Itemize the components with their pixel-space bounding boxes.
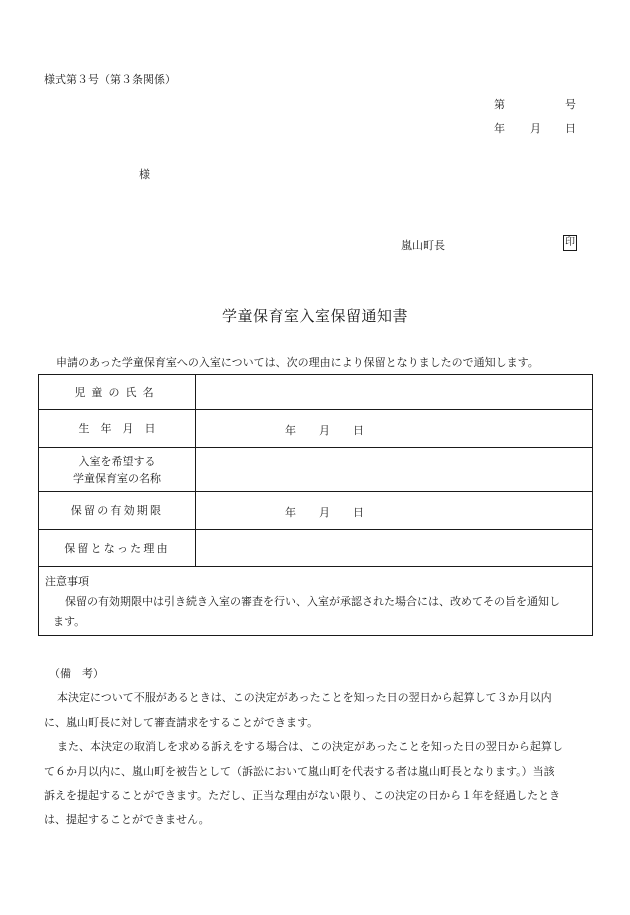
issuer-name: 嵐山町長 bbox=[401, 239, 445, 252]
table-row-child-name bbox=[39, 375, 593, 410]
intro-text: 申請のあった学童保育室への入室については、次の理由により保留となりましたので通知します。 bbox=[56, 356, 539, 369]
birth-year-unit: 年 bbox=[285, 424, 296, 437]
period-label: 保留の有効期限 bbox=[70, 504, 164, 517]
document-number-prefix: 第 bbox=[494, 98, 505, 111]
remarks-line1: 本決定について不服があるときは、この決定があったことを知った日の翌日から起算して３か月以内 bbox=[57, 691, 552, 704]
room-label-line2: 学童保育室の名称 bbox=[73, 471, 161, 485]
document-title: 学童保育室入室保留通知書 bbox=[221, 307, 408, 325]
period-year-unit: 年 bbox=[285, 506, 296, 519]
document-number-suffix: 号 bbox=[565, 98, 576, 111]
birth-month-unit: 月 bbox=[319, 424, 330, 437]
notes-body-line1: 保留の有効期限中は引き続き入室の審査を行い、入室が承認された場合には、改めてその旨を通知し bbox=[65, 595, 560, 608]
child-name-field[interactable] bbox=[196, 375, 593, 410]
table-row-room bbox=[39, 448, 593, 492]
period-field[interactable] bbox=[196, 492, 593, 530]
notes-box bbox=[38, 560, 593, 636]
remarks-line3: また、本決定の取消しを求める訴えをする場合は、この決定があったことを知った日の翌日から起算し bbox=[57, 740, 563, 753]
remarks-line4: て６か月以内に、嵐山町を被告として（訴訟において嵐山町を代表する者は嵐山町長となります。）当該 bbox=[44, 765, 555, 778]
seal-mark: 印 bbox=[563, 235, 577, 251]
remarks-line5: 訴えを提起することができます。ただし、正当な理由がない限り、この決定の日から１年を経過したとき bbox=[44, 789, 561, 802]
notes-body bbox=[53, 592, 589, 632]
birthdate-field[interactable] bbox=[196, 410, 593, 448]
issue-date-month: 月 bbox=[530, 122, 541, 135]
room-name-field[interactable] bbox=[196, 448, 593, 492]
reason-label: 保留となった理由 bbox=[64, 541, 170, 555]
issue-date-day: 日 bbox=[565, 122, 576, 135]
remarks-heading: （備 考） bbox=[49, 667, 104, 680]
remarks-line2: に、嵐山町長に対して審査請求をすることができます。 bbox=[44, 716, 319, 729]
period-day-unit: 日 bbox=[353, 506, 364, 519]
child-name-label: 児童の氏名 bbox=[74, 385, 160, 399]
room-label-line1: 入室を希望する bbox=[78, 454, 156, 468]
notes-body-line2: ます。 bbox=[53, 615, 86, 628]
recipient-honorific: 様 bbox=[139, 168, 150, 181]
birthdate-label: 生 年 月 日 bbox=[78, 422, 156, 435]
birth-day-unit: 日 bbox=[353, 424, 364, 437]
period-month-unit: 月 bbox=[319, 506, 330, 519]
remarks-line6: は、提起することができません。 bbox=[44, 813, 210, 826]
info-table bbox=[38, 374, 593, 567]
issue-date-year: 年 bbox=[494, 122, 505, 135]
table-row-birthdate bbox=[39, 410, 593, 448]
table-row-period bbox=[39, 492, 593, 530]
form-number: 様式第３号（第３条関係） bbox=[44, 73, 176, 86]
notes-heading: 注意事項 bbox=[45, 575, 89, 588]
